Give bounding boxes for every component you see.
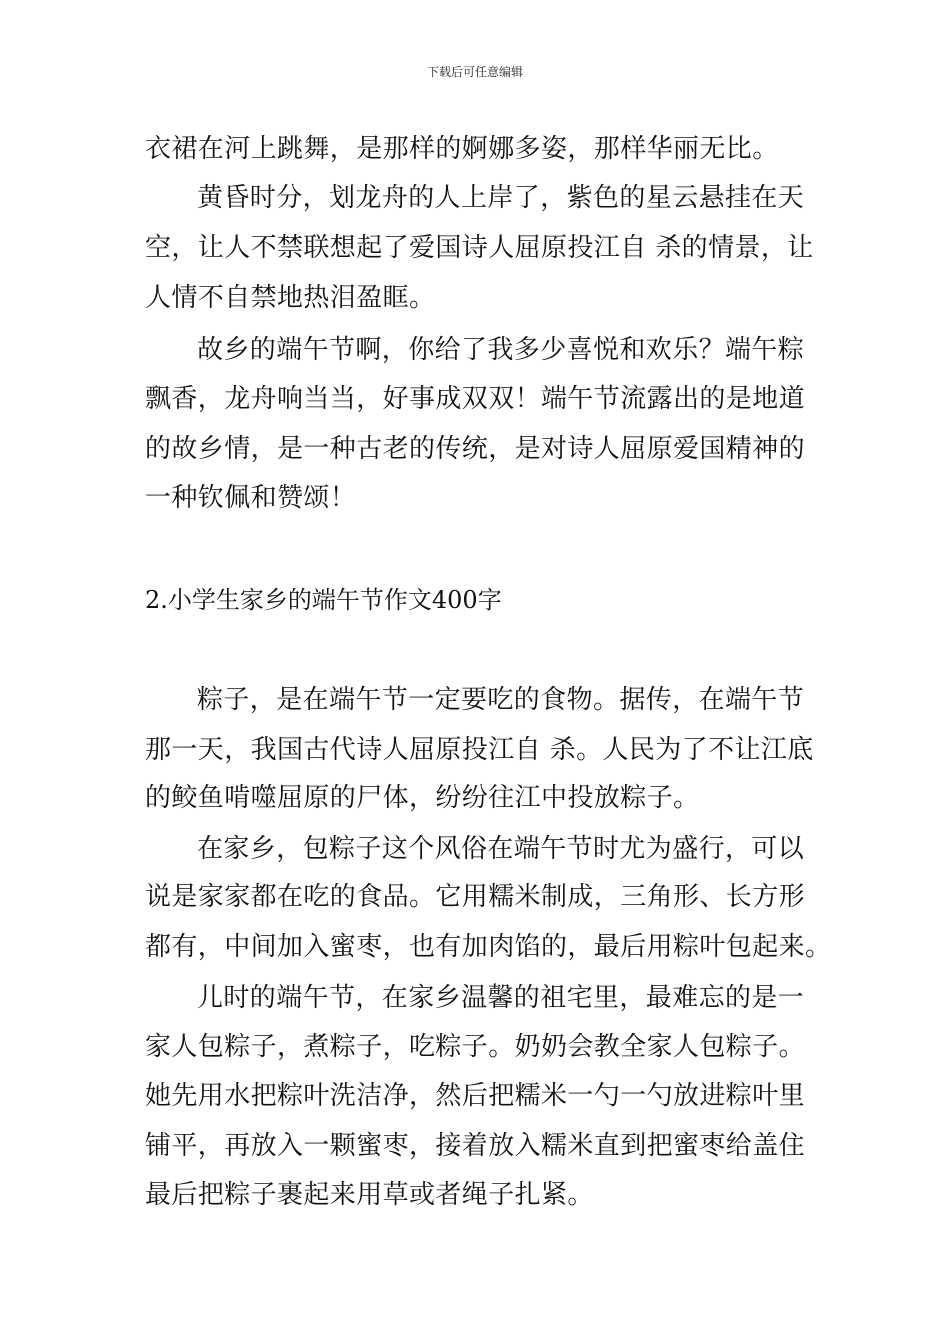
paragraph-line: 空，让人不禁联想起了爱国诗人屈原投江自 杀的情景，让 [145, 233, 814, 263]
paragraph-line: 最后把粽子裹起来用草或者绳子扎紧。 [145, 1180, 594, 1210]
paragraph-line: 的鲛鱼啃噬屈原的尸体，纷纷往江中投放粽子。 [145, 783, 700, 813]
paragraph-line: 衣裙在河上跳舞，是那样的婀娜多姿，那样华丽无比。 [145, 134, 779, 164]
paragraph-line: 那一天，我国古代诗人屈原投江自 杀。人民为了不让江底 [145, 735, 814, 765]
paragraph-line: 粽子，是在端午节一定要吃的食物。据传，在端午节 [197, 685, 805, 715]
paragraph-line: 一种钦佩和赞颂！ [145, 483, 357, 513]
paragraph-line: 故乡的端午节啊，你给了我多少喜悦和欢乐？端午粽 [197, 335, 805, 365]
paragraph-line: 家人包粽子，煮粽子，吃粽子。奶奶会教全家人包粽子。 [145, 1032, 806, 1062]
paragraph-line: 说是家家都在吃的食品。它用糯米制成，三角形、长方形 [145, 882, 806, 912]
paragraph-line: 人情不自禁地热泪盈眶。 [145, 283, 436, 313]
paragraph-line: 儿时的端午节，在家乡温馨的祖宅里，最难忘的是一 [197, 983, 805, 1013]
paragraph-line: 都有，中间加入蜜枣，也有加肉馅的，最后用粽叶包起来。 [145, 932, 832, 962]
section-heading: 2.小学生家乡的端午节作文400字 [145, 586, 502, 614]
paragraph-line: 的故乡情，是一种古老的传统，是对诗人屈原爱国精神的 [145, 434, 806, 464]
page-header: 下载后可任意编辑 [426, 65, 523, 79]
paragraph-line: 她先用水把粽叶洗洁净，然后把糯米一勺一勺放进粽叶里 [145, 1081, 806, 1111]
paragraph-line: 铺平，再放入一颗蜜枣，接着放入糯米直到把蜜枣给盖住 [145, 1131, 806, 1161]
paragraph-line: 黄昏时分，划龙舟的人上岸了，紫色的星云悬挂在天 [197, 183, 805, 213]
paragraph-line: 飘香，龙舟响当当，好事成双双！端午节流露出的是地道 [145, 384, 806, 414]
paragraph-line: 在家乡，包粽子这个风俗在端午节时尤为盛行，可以 [197, 834, 805, 864]
